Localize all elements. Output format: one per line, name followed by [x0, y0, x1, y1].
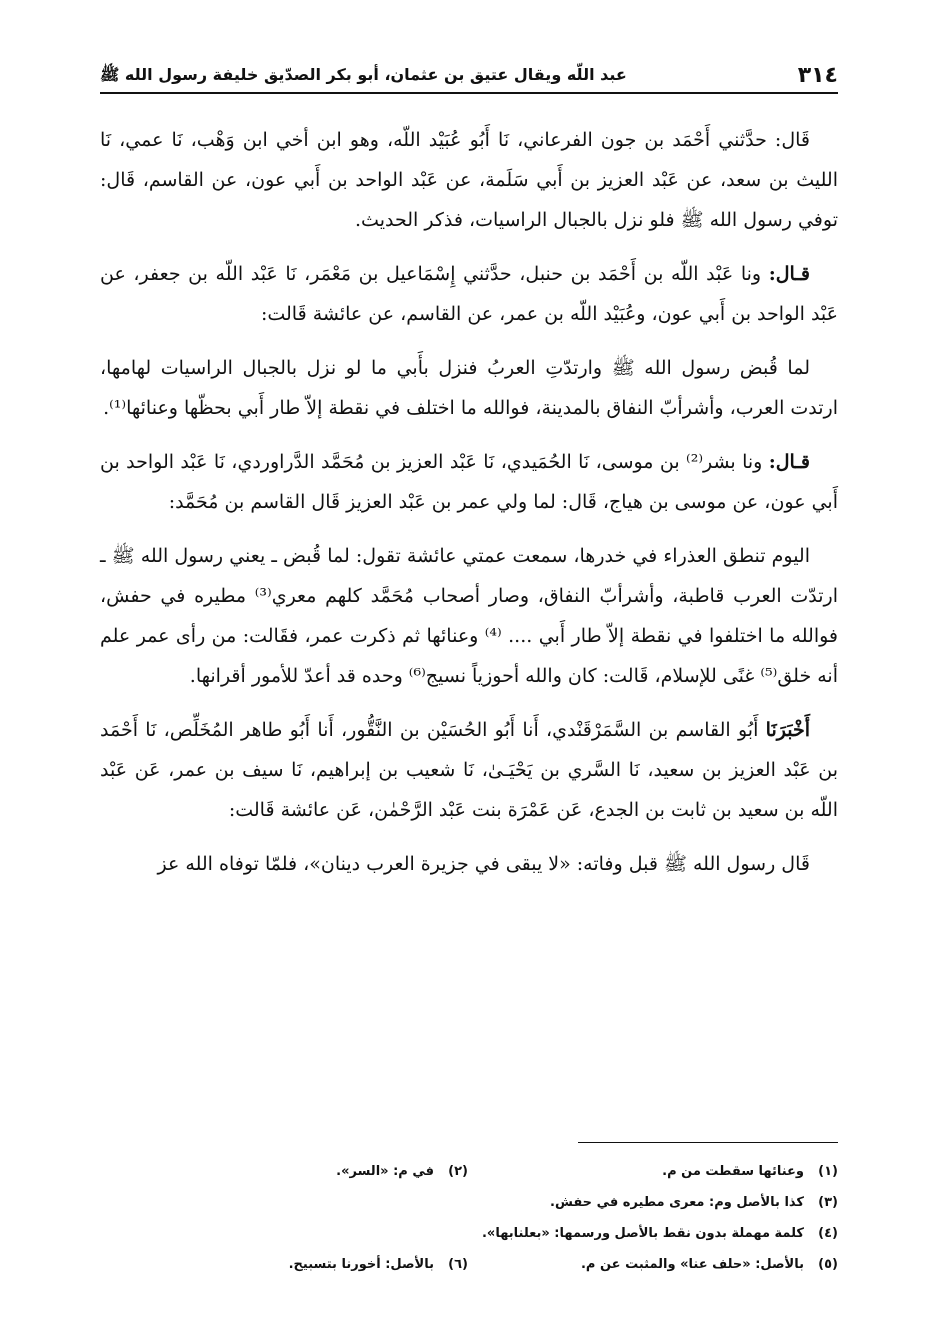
paragraph-lead: قـال:: [768, 263, 810, 285]
footnote-number: (٤): [818, 1226, 838, 1241]
footnote-row: [100, 1218, 838, 1249]
paragraph: [100, 442, 838, 522]
footnote-text: بالأصل: أخورنا بتسبيح.: [288, 1257, 434, 1272]
footnote-text: وعنائها سقطت من م.: [662, 1164, 804, 1179]
footnote-text: في م: «السر».: [336, 1164, 434, 1179]
paragraph: [100, 710, 838, 830]
footnote-number: (٣): [818, 1195, 838, 1210]
footnote-divider: [578, 1142, 838, 1143]
main-text: [100, 120, 838, 884]
footnote-number: (٦): [448, 1257, 468, 1272]
footnote-text: كذا بالأصل وم: معرى مطيره في حفش.: [550, 1195, 804, 1210]
footnote-row: [100, 1156, 838, 1187]
paragraph: [100, 536, 838, 696]
footnote: [289, 1249, 468, 1280]
paragraph-text: ونا بشر⁽²⁾ بن موسى، نَا الحُمَيدي، نَا عَبْد العزيز بن مُحَمَّد الدَّراوردي، نَا عَبْد الواحد بن أَبي عون، عن موسى بن هياج، قَال: لما ولي عمر بن عَبْد العزيز قَال القاسم بن مُحَمَّد:: [100, 451, 838, 513]
page-number: ٣١٤: [797, 63, 838, 88]
footnote-row: [100, 1187, 838, 1218]
page-header: [100, 44, 838, 94]
paragraph-text: قَال: حدَّثني أَحْمَد بن جون الفرعاني، نَا أَبُو عُبَيْد اللّه، وهو ابن أخي ابن وَهْب، نَا عمي، نَا الليث بن سعد، عن عَبْد العزيز بن أَبي سَلَمة، عن عَبْد الواحد بن أَبي عون، عن القاسم، قَال: توفي رسول الله ﷺ فلو نزل بالجبال الراسيات، فذكر الحديث.: [100, 129, 838, 231]
footnote-row: [100, 1249, 838, 1280]
paragraph: [100, 120, 838, 240]
paragraph: [100, 844, 838, 884]
running-title: عبد اللّه ويقال عتيق بن عثمان، أبو بكر الصدّيق خليفة رسول الله ﷺ: [100, 65, 627, 84]
paragraph-text: لما قُبض رسول الله ﷺ وارتدّتِ العربُ فنزل بأَبي ما لو نزل بالجبال الراسيات لهامها، ارتدت العرب، وأشرأبّ النفاق بالمدينة، فوالله ما اختلف في نقطة إلاّ طار أَبي بحظّها وعنائها⁽¹⁾.: [100, 357, 838, 419]
paragraph-text: اليوم تنطق العذراء في خدرها، سمعت عمتي عائشة تقول: لما قُبض ـ يعني رسول الله ﷺ ـ ارتدّت العرب قاطبة، وأشرأبّ النفاق، وصار أصحاب مُحَمَّد كلهم معري⁽³⁾ مطيره في حفش، فوالله ما اختلفوا في نقطة إلاّ طار أَبي .... ⁽⁴⁾ وعنائها ثم ذكرت عمر، فقَالت: من رأى عمر علم أنه خلق⁽⁵⁾ غنًى للإسلام، قَالت: كان والله أحوزياً نسيج⁽⁶⁾ وحده قد أعدّ للأمور أقرانها.: [100, 545, 838, 687]
footnotes: [100, 1156, 838, 1280]
paragraph-text: قَال رسول الله ﷺ قبل وفاته: «لا يبقى في جزيرة العرب دينان»، فلمّا توفاه الله عز: [157, 853, 810, 875]
footnote-number: (٥): [818, 1257, 838, 1272]
footnote-text: كلمة مهملة بدون نقط بالأصل ورسمها: «بعلنابها».: [481, 1226, 804, 1241]
document-page: [100, 44, 838, 1304]
footnote-text: بالأصل: «حلف عنا» والمثبت عن م.: [580, 1257, 804, 1272]
footnote: [482, 1218, 838, 1249]
footnote: [468, 1156, 838, 1187]
paragraph-text: ونا عَبْد اللّه بن أَحْمَد بن حنبل، حدَّثني إِسْمَاعيل بن مَعْمَر، نَا عَبْد اللّه بن جعفر، عن عَبْد الواحد بن أَبي عون، وعُبَيْد اللّه بن عمر، عن القاسم، عن عائشة قَالت:: [100, 263, 838, 325]
footnote-number: (٢): [448, 1164, 468, 1179]
footnote: [468, 1249, 838, 1280]
paragraph: [100, 348, 838, 428]
footnote-number: (١): [818, 1164, 838, 1179]
footnote: [550, 1187, 838, 1218]
paragraph: [100, 254, 838, 334]
paragraph-lead: قـال:: [768, 451, 810, 473]
paragraph-lead: أَخْبَرَنَا: [765, 719, 810, 741]
footnote: [336, 1156, 468, 1187]
paragraph-text: أَبُو القاسم بن السَّمَرْقَنْدي، أَنا أَبُو الحُسَيْن بن النَّقُّور، أَنا أَبُو طاهر المُخَلِّص، نَا أَحْمَد بن عَبْد العزيز بن سعيد، نَا السَّري بن يَحْيَـىٰ، نَا شعيب بن إبراهيم، نَا سيف بن عمر، عَن عَبْد اللّه بن سعيد بن ثابت بن الجدع، عَن عَمْرَة بنت عَبْد الرَّحْمٰن، عَن عائشة قَالت:: [100, 719, 838, 821]
